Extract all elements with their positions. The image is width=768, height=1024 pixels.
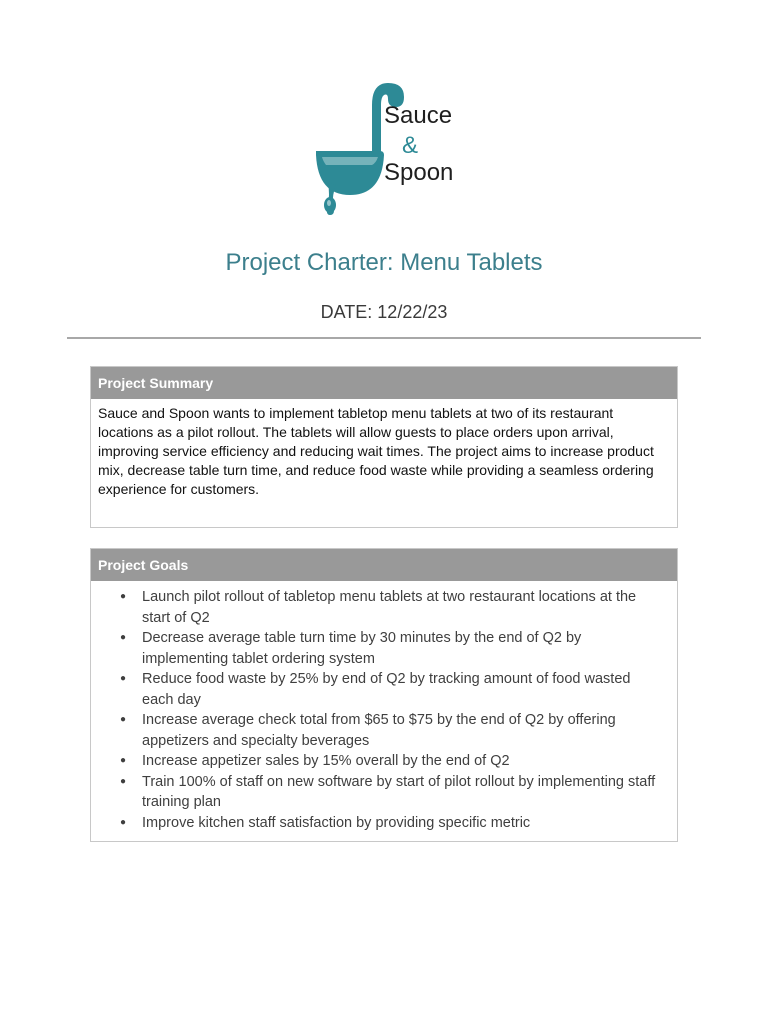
project-goals-section — [90, 548, 678, 842]
list-item — [120, 669, 661, 710]
list-item — [120, 587, 661, 628]
goal-text: Reduce food waste by 25% by end of Q2 by tracking amount of food wasted each day — [142, 671, 631, 708]
project-summary-text: Sauce and Spoon wants to implement tabletop menu tablets at two of its restaurant locations as a pilot rollout. The tablets will allow guests to place orders upon arrival, improving service efficiency and reducing wait times. The project aims to increase product mix, decrease table turn time, and reduce food waste while providing a seamless ordering experience for customers. — [98, 405, 654, 497]
page-title: Project Charter: Menu Tablets — [225, 249, 543, 276]
ladle-icon — [292, 55, 476, 239]
goal-text: Launch pilot rollout of tabletop menu tablets at two restaurant locations at the start of Q2 — [142, 589, 637, 626]
bullet: ● — [120, 591, 127, 602]
bullet: ● — [120, 816, 127, 828]
project-summary-section — [90, 366, 678, 528]
list-item — [120, 813, 661, 834]
logo-word-spoon: Spoon — [384, 159, 454, 186]
bullet: ● — [120, 673, 127, 684]
logo-word-sauce: Sauce — [384, 102, 453, 129]
list-item — [120, 628, 661, 669]
project-goals-heading: Project Goals — [91, 549, 677, 581]
logo — [292, 55, 476, 239]
project-summary-heading: Project Summary — [91, 367, 677, 399]
bullet: ● — [120, 714, 127, 725]
divider — [67, 337, 701, 339]
goal-text: Decrease average table turn time by 30 minutes by the end of Q2 by implementing tablet ordering system — [142, 630, 582, 667]
document-date: DATE: 12/22/23 — [320, 302, 448, 322]
list-item — [120, 772, 661, 813]
goal-text: Improve kitchen staff satisfaction by providing specific metric — [142, 814, 531, 831]
bullet: ● — [120, 775, 127, 787]
list-item — [120, 751, 661, 772]
bullet: ● — [120, 632, 127, 643]
list-item — [120, 710, 661, 751]
logo-ampersand: & — [402, 132, 419, 159]
goal-text: Increase appetizer sales by 15% overall by the end of Q2 — [142, 753, 510, 769]
bullet: ● — [120, 755, 127, 766]
goal-text: Increase average check total from $65 to $75 by the end of Q2 by offering appetizers and specialty beverages — [142, 712, 616, 749]
goal-text: Train 100% of staff on new software by start of pilot rollout by implementing staff training plan — [142, 773, 656, 810]
goals-list — [91, 581, 677, 833]
